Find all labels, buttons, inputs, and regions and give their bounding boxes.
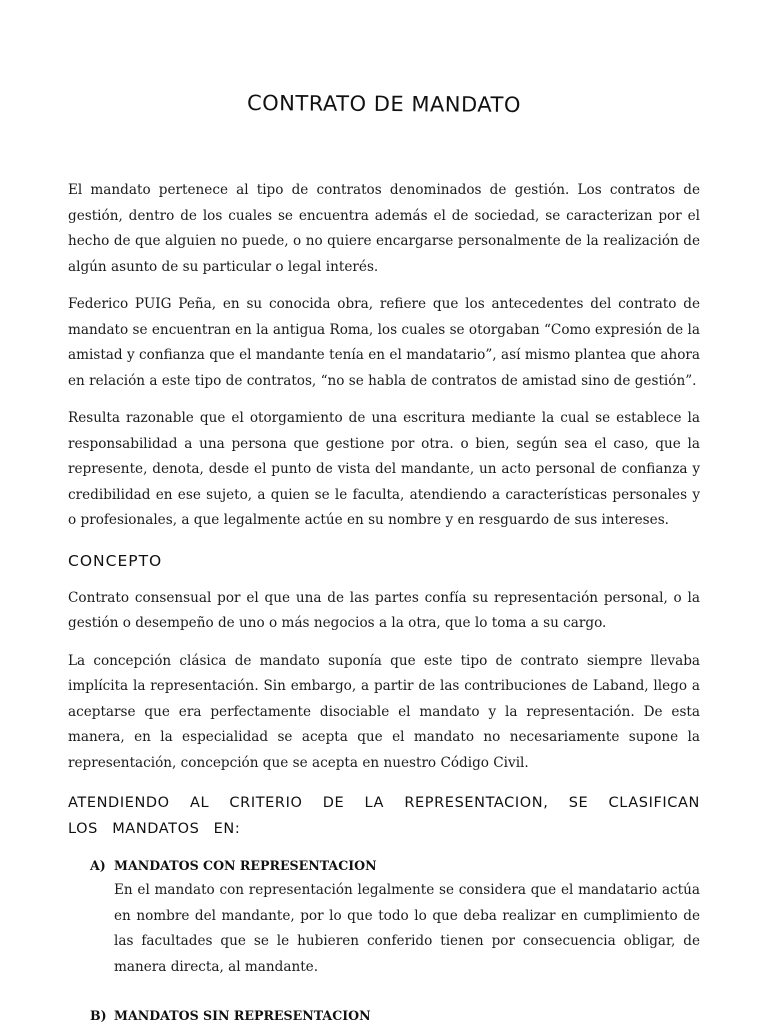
list-item-a-text: En el mandato con representación legalmente se considera que el mandatario actúa en nombre del mandante, por lo que todo lo que deba realizar en cumplimiento de las facultades que se le hubieren conferido tienen por consecuencia obligar, de manera directa, al mandante. [114,882,700,975]
list-spacer [68,994,700,1004]
document-body [68,178,700,1028]
document-title: CONTRATO DE MANDATO [246,91,522,117]
clasificacion-heading: ATENDIENDO AL CRITERIO DE LA REPRESENTACION, SE CLASIFICAN LOS MANDATOS EN: [68,795,700,837]
list-item-a-title: MANDATOS CON REPRESENTACION [114,858,377,873]
list-item-a-heading [90,854,700,878]
list-item-a-marker: A) [90,858,106,873]
intro-paragraph-1: El mandato pertenece al tipo de contratos denominados de gestión. Los contratos de gestión, dentro de los cuales se encuentra además el de sociedad, se caracterizan por el hecho de que alguien no puede, o no quiere encargarse personalmente de la realización de algún asunto de su particular o legal interés. [68,182,700,275]
intro-paragraph-2: Federico PUIG Peña, en su conocida obra, refiere que los antecedentes del contrato de mandato se encuentran en la antigua Roma, los cuales se otorgaban “Como expresión de la amistad y confianza que el mandante tenía en el mandatario”, así mismo plantea que ahora en relación a este tipo de contratos, “no se habla de contratos de amistad sino de gestión”. [68,296,700,389]
concepto-heading: CONCEPTO [68,551,163,570]
concepto-paragraph-1: Contrato consensual por el que una de las partes confía su representación personal, o la gestión o desempeño de uno o más negocios a la otra, que lo toma a su cargo. [68,589,700,631]
list-item-b-marker: B) [90,1008,107,1023]
list-item-a [68,854,700,980]
list-item-b-title: MANDATOS SIN REPRESENTACION [114,1008,371,1023]
intro-paragraph-3: Resulta razonable que el otorgamiento de una escritura mediante la cual se establece la responsabilidad a una persona que gestione por otra. o bien, según sea el caso, que la represente, denota, desde el punto de vista del mandante, un acto personal de confianza y credibilidad en ese sujeto, a quien se le faculta, atendiendo a características personales y o profesionales, a que legalmente actúe en su nombre y en resguardo de sus intereses. [68,410,700,528]
list-item-b-heading [90,1004,700,1028]
list-item-b [68,1004,700,1028]
concepto-paragraph-2: La concepción clásica de mandato suponía que este tipo de contrato siempre llevaba implícita la representación. Sin embargo, a partir de las contribuciones de Laband, llego a aceptarse que era perfectamente disociable el mandato y la representación. De esta manera, en la especialidad se acepta que el mandato no necesariamente supone la representación, concepción que se acepta en nuestro Código Civil. [68,652,700,771]
